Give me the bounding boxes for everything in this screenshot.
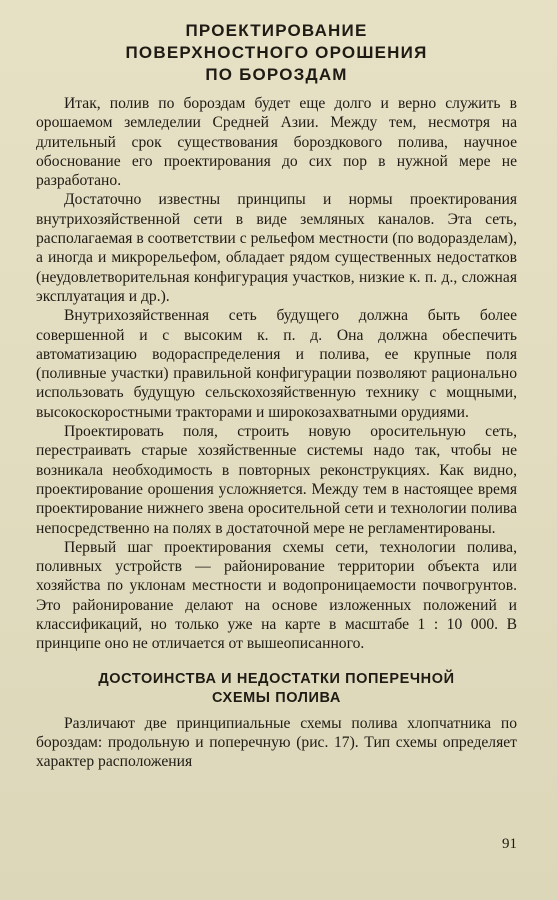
subsection-heading-line: СХЕМЫ ПОЛИВА <box>212 689 341 706</box>
section-heading-line: ПОВЕРХНОСТНОГО ОРОШЕНИЯ <box>125 43 428 62</box>
subsection-heading <box>36 670 517 708</box>
page-number: 91 <box>502 836 517 852</box>
body-paragraph: Различают две принципиальные схемы полива хлопчатника по бороздам: продольную и поперечную (рис. 17). Тип схемы определяет характер расположения <box>36 714 517 771</box>
subsection-heading-line: ДОСТОИНСТВА И НЕДОСТАТКИ ПОПЕРЕЧНОЙ <box>98 670 455 687</box>
section-heading-line: ПО БОРОЗДАМ <box>205 65 348 84</box>
body-paragraph: Внутрихозяйственная сеть будущего должна быть более совершенной и с высоким к. п. д. Она должна обеспечить автоматизацию водораспределения и полива, ее крупные поля (поливные участки) правильной конфигурации позволяют рационально использовать будущую сельскохозяйственную технику с мощными, высокоскоростными тракторами и широкозахватными орудиями. <box>36 307 517 421</box>
body-paragraph: Проектировать поля, строить новую оросительную сеть, перестраивать старые хозяйственные системы надо так, чтобы не возникала необходимость в повторных реконструкциях. Как видно, проектирование орошения усложняется. Между тем в настоящее время проектирование нижнего звена оросительной сети и технологии полива непосредственно на полях в достаточной мере не регламентированы. <box>36 423 517 537</box>
body-paragraph: Итак, полив по бороздам будет еще долго и верно служить в орошаемом земледелии Средней Азии. Между тем, несмотря на длительный срок существования бороздкового полива, научное обоснование его проектирования до сих пор в нужной мере не разработано. <box>36 95 517 190</box>
body-paragraph: Первый шаг проектирования схемы сети, технологии полива, поливных устройств — районирование территории объекта или хозяйства по уклонам местности и водопроницаемости почвогрунтов. Это районирование делают на основе изложенных положений и классификаций, но только уже на карте в масштабе 1 : 10 000. В принципе оно не отличается от вышеописанного. <box>36 538 517 653</box>
section-heading <box>36 20 517 86</box>
body-paragraph: Достаточно известны принципы и нормы проектирования внутрихозяйственной сети в виде земляных каналов. Эта сеть, располагаемая в соответствии с рельефом местности (по водоразделам), а иногда и микрорельефом, обладает рядом существенных недостатков (неудовлетворительная конфигурация участков, низкие к. п. д., сложная эксплуатация и др.). <box>36 191 517 305</box>
section-heading-line: ПРОЕКТИРОВАНИЕ <box>185 21 368 40</box>
